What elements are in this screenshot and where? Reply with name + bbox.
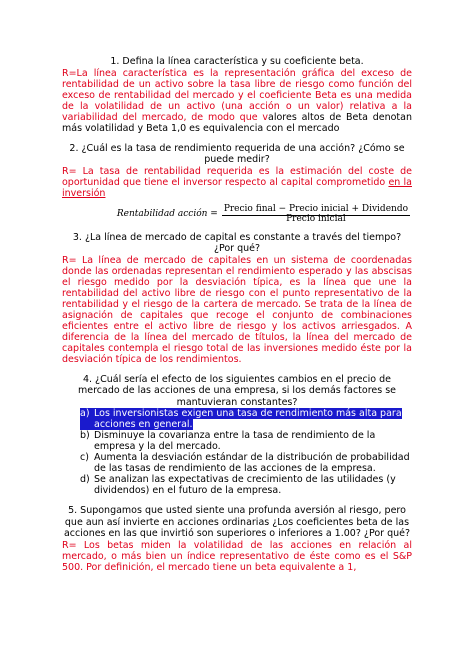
option-d[interactable] [80, 474, 412, 496]
answer-1 [62, 68, 412, 134]
option-label: a) [80, 408, 94, 430]
question-2: 2. ¿Cuál es la tasa de rendimiento requerida de una acción? ¿Cómo se puede medir? [69, 142, 405, 165]
option-text: Se analizan las expectativas de crecimiento de las utilidades (y dividendos) en el futuro de la empresa. [94, 474, 396, 496]
option-text: Aumenta la desviación estándar de la distribución de probabilidad de las tasas de rendimiento de las acciones de la empresa. [94, 452, 410, 474]
options-list [62, 408, 412, 496]
option-label: d) [80, 474, 90, 485]
option-a[interactable] [80, 408, 412, 430]
formula-numerator: Precio final − Precio inicial + Dividendo [223, 203, 408, 214]
option-text: Disminuye la covarianza entre la tasa de rendimiento de la empresa y la del mercado. [94, 430, 376, 452]
formula [62, 201, 412, 224]
answer-5: R= Los betas miden la volatilidad de las acciones en relación al mercado, o más bien un índice representativo de éste como es el S&P 500. Por definición, el mercado tiene un beta equivalente a 1, [62, 539, 412, 573]
answer-2-red: R= La tasa de rentabilidad requerida es la estimación del coste de oportunidad que tiene el inversor respecto al capital comprometido [62, 165, 412, 188]
option-label: c) [80, 452, 89, 463]
option-b[interactable] [80, 430, 412, 452]
answer-1-black: alores altos de Beta denotan más volatilidad y Beta 1,0 es equivalencia con el mercado [62, 111, 412, 134]
answer-1-red: R=La línea característica es la representación gráfica del exceso de rentabilidad de un activo sobre la tasa libre de riesgo como función del exceso de rentabilidad del mercado y el coeficiente Beta es una medida de la volatilidad de un activo (una acción o un valor) relativa a la variabilidad del mercado, de modo que v [62, 67, 412, 123]
answer-2 [62, 166, 412, 199]
question-3: 3. ¿La línea de mercado de capital es constante a través del tiempo? ¿Por qué? [72, 231, 402, 254]
question-5: 5. Supongamos que usted siente una profunda aversión al riesgo, pero que aun así invierte en acciones ordinarias ¿Los coeficientes beta de las acciones en las que invirtió son superiores o inferiores a 1.00? ¿Por qué? [63, 505, 411, 539]
document-page [62, 56, 412, 573]
option-text: Los inversionistas exigen una tasa de rendimiento más alta para acciones en general. [94, 408, 402, 430]
formula-lhs: Rentabilidad acción = [116, 208, 218, 219]
option-c[interactable] [80, 452, 412, 474]
answer-2-underlined: en la inversión [62, 176, 412, 199]
question-4: 4. ¿Cuál sería el efecto de los siguientes cambios en el precio de mercado de las acciones de una empresa, si los demás factores se mantuvieran constantes? [77, 373, 397, 408]
answer-3: R= La línea de mercado de capitales en un sistema de coordenadas donde las ordenadas representan el rendimiento esperado y las abscisas el riesgo medido por la desviación típica, es la línea que une la rentabilidad del activo libre de riesgo con el punto representativo de la rentabilidad y el riesgo de la cartera de mercado. Se trata de la línea de asignación de capitales que recoge el conjunto de combinaciones eficientes entre el activo libre de riesgo y los activos arriesgados. A diferencia de la línea del mercado de títulos, la línea del mercado de capitales contempla el riesgo total de las inversiones medido éste por la desviación típica de los rendimientos. [62, 254, 412, 365]
option-label: b) [80, 430, 90, 441]
question-1: 1. Defina la línea característica y su coeficiente beta. [110, 56, 364, 67]
formula-denominator: Precio inicial [286, 213, 346, 224]
